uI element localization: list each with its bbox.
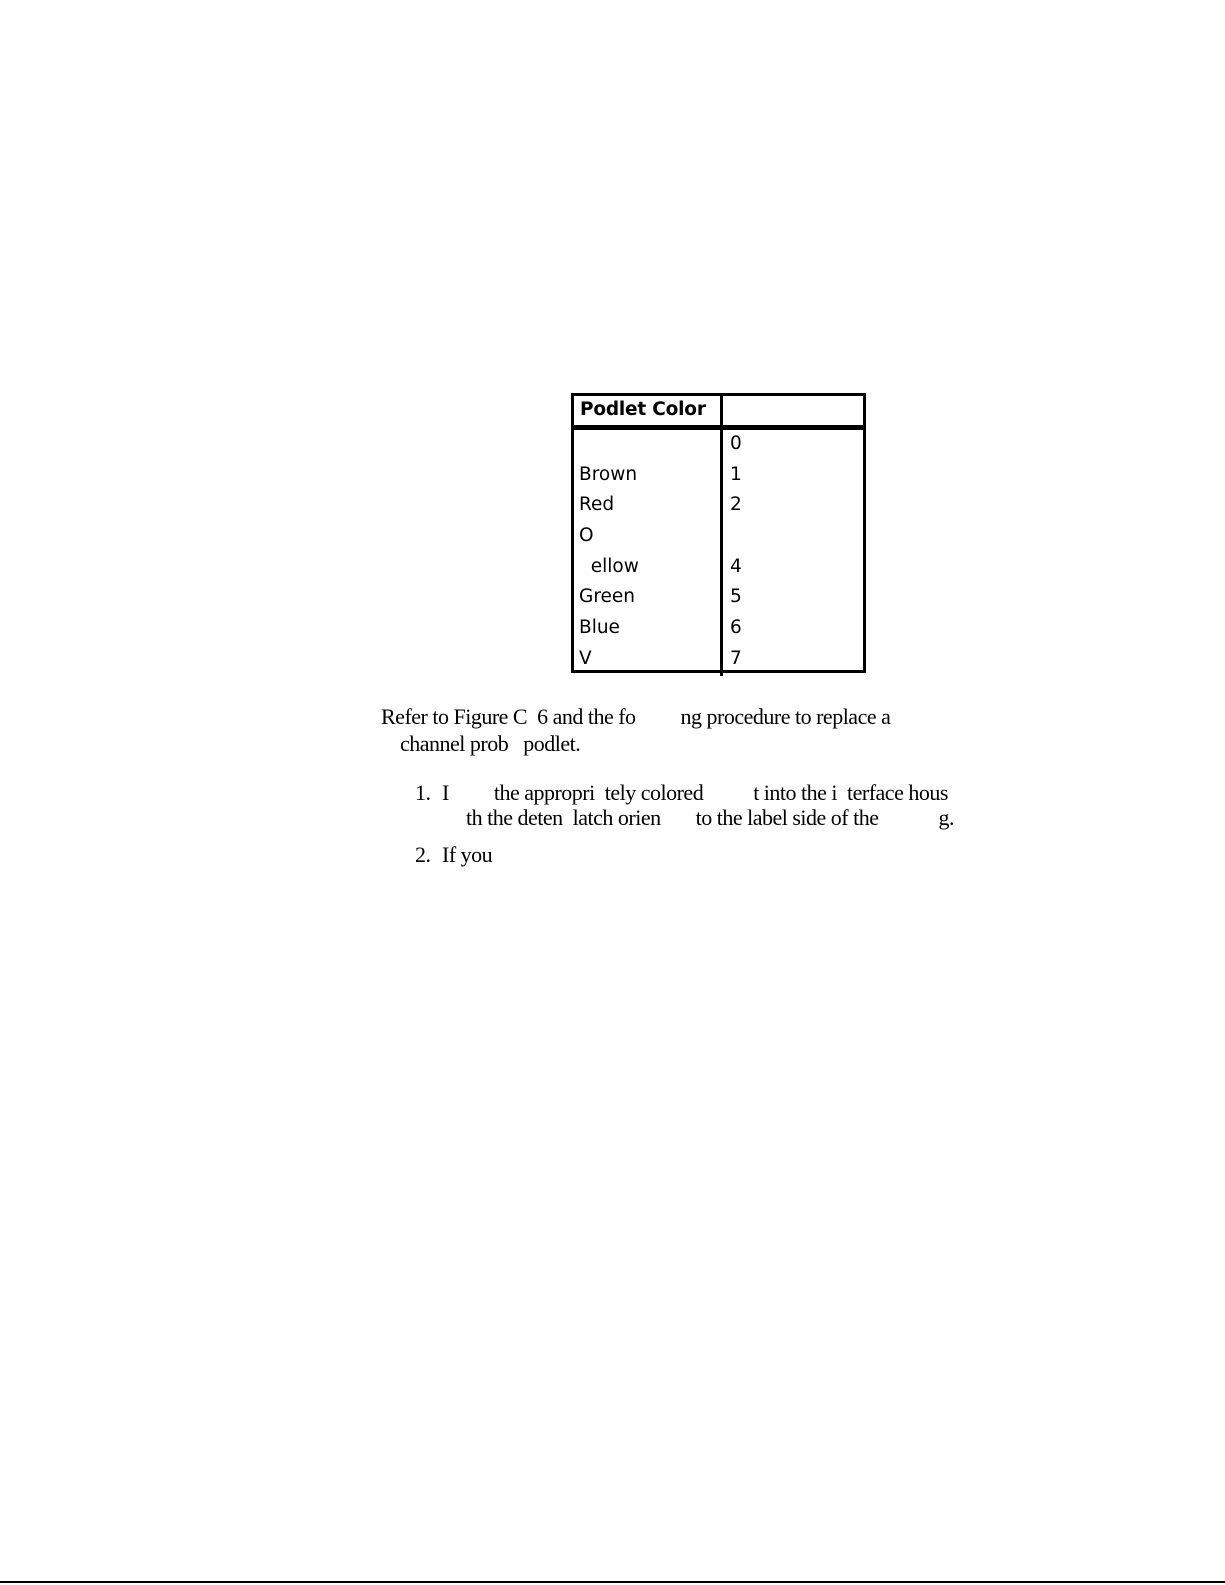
step-1-line-1: I the appropri tely colored t into the i terface hous [442, 780, 948, 805]
value-cell: 6 [730, 617, 742, 639]
value-cell: 0 [730, 433, 742, 454]
table-header [574, 396, 863, 428]
page-bottom-rule [0, 1581, 1225, 1583]
color-cell: Red [579, 494, 615, 516]
step-number: 2. [415, 842, 431, 867]
table-row [574, 555, 863, 586]
value-cell: 5 [730, 586, 742, 608]
intro-paragraph-line-1: Refer to Figure C 6 and the fo ng procedure to replace a [381, 704, 891, 729]
color-cell: Brown [579, 463, 638, 485]
value-cell: 7 [730, 647, 742, 669]
color-cell: Blue [579, 617, 620, 639]
color-cell: Green [579, 586, 636, 608]
step-number: 1. [415, 780, 431, 805]
table-row [574, 585, 863, 616]
step-2-line-1: If you [442, 842, 493, 867]
header-double-rule [574, 428, 863, 430]
header-podlet-color: Podlet Color [580, 399, 706, 420]
value-cell: 2 [730, 494, 742, 516]
color-cell: ellow [579, 555, 639, 577]
value-cell: 4 [730, 555, 742, 577]
step-1-line-2: th the deten latch orien to the label side of the g. [466, 805, 954, 830]
table-body [574, 432, 863, 678]
table-row [574, 616, 863, 647]
table-row [574, 524, 863, 555]
value-cell: 1 [730, 463, 742, 485]
color-cell: V [579, 647, 592, 669]
header-column-divider [720, 396, 723, 425]
table-row [574, 493, 863, 524]
table-row [574, 432, 863, 463]
table-row [574, 647, 863, 678]
podlet-color-table [571, 393, 866, 673]
intro-paragraph-line-2: channel prob podlet. [400, 731, 581, 756]
color-cell: O [579, 525, 594, 547]
table-row [574, 463, 863, 494]
